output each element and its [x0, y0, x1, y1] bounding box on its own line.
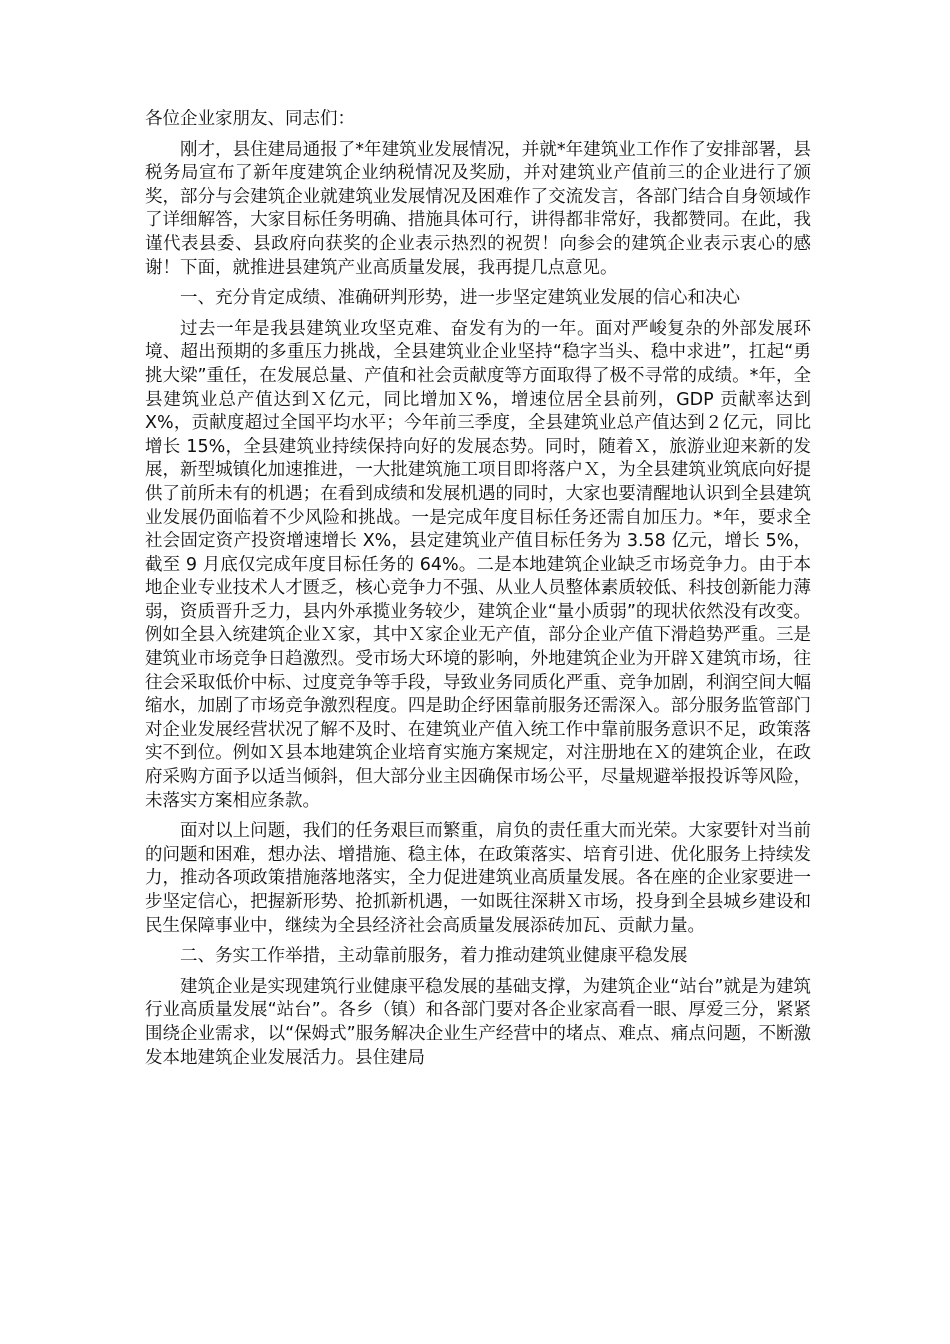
paragraph-review: 过去一年是我县建筑业攻坚克难、奋发有为的一年。面对严峻复杂的外部发展环境、超出预期的多重压力挑战，全县建筑业企业坚持“稳字当头、稳中求进”，扛起“勇挑大梁”重任，在发展总量、产值和社会贡献度等方面取得了极不寻常的成绩。*年，全县建筑业总产值达到Ｘ亿元，同比增加Ｘ%，增速位居全县前列，GDP 贡献率达到 X%，贡献度超过全国平均水平；今年前三季度，全县建筑业总产值达到２亿元，同比增长 15%，全县建筑业持续保持向好的发展态势。同时，随着Ｘ，旅游业迎来新的发展，新型城镇化加速推进，一大批建筑施工项目即将落户Ｘ，为全县建筑业筑底向好提供了前所未有的机遇；在看到成绩和发展机遇的同时，大家也要清醒地认识到全县建筑业发展仍面临着不少风险和挑战。一是完成年度目标任务还需自加压力。*年，要求全社会固定资产投资增速增长 X%，县定建筑业产值目标任务为 3.58 亿元，增长 5%，截至 9 月底仅完成年度目标任务的 64%。二是本地建筑企业缺乏市场竞争力。由于本地企业专业技术人才匮乏，核心竞争力不强、从业人员整体素质较低、科技创新能力薄弱，资质晋升乏力，县内外承揽业务较少，建筑企业“量小质弱”的现状依然没有改变。例如全县入统建筑企业Ｘ家，其中Ｘ家企业无产值，部分企业产值下滑趋势严重。三是建筑业市场竞争日趋激烈。受市场大环境的影响，外地建筑企业为开辟Ｘ建筑市场，往往会采取低价中标、过度竞争等手段，导致业务同质化严重、竞争加剧，利润空间大幅缩水，加剧了市场竞争激烈程度。四是助企纾困靠前服务还需深入。部分服务监管部门对企业发展经营状况了解不及时、在建筑业产值入统工作中靠前服务意识不足，政策落实不到位。例如Ｘ县本地建筑企业培育实施方案规定，对注册地在Ｘ的建筑企业，在政府采购方面予以适当倾斜，但大部分业主因确保市场公平，尽量规避举报投诉等风险，未落实方案相应条款。	[145, 318, 811, 811]
paragraph-opening: 刚才，县住建局通报了*年建筑业发展情况，并就*年建筑业工作作了安排部署，县税务局宣布了新年度建筑企业纳税情况及奖励，并对建筑业产值前三的企业进行了颁奖，部分与会建筑企业就建筑业发展情况及困难作了交流发言，各部门结合自身领域作了详细解答，大家目标任务明确、措施具体可行，讲得都非常好，我都赞同。在此，我谨代表县委、县政府向获奖的企业表示热烈的祝贺！向参会的建筑企业表示衷心的感谢！下面，就推进县建筑产业高质量发展，我再提几点意见。	[145, 139, 811, 278]
paragraph-service: 建筑企业是实现建筑行业健康平稳发展的基础支撑，为建筑企业“站台”就是为建筑行业高质量发展“站台”。各乡（镇）和各部门要对各企业家高看一眼、厚爱三分，紧紧围绕企业需求，以“保姆式”服务解决企业生产经营中的堵点、难点、痛点问题，不断激发本地建筑企业发展活力。县住建局	[145, 976, 811, 1068]
section-heading-1: 一、充分肯定成绩、准确研判形势，进一步坚定建筑业发展的信心和决心	[180, 288, 740, 309]
section-heading-2: 二、务实工作举措，主动靠前服务，着力推动建筑业健康平稳发展	[180, 946, 688, 967]
document-body	[145, 108, 811, 1077]
paragraph-tasks: 面对以上问题，我们的任务艰巨而繁重，肩负的责任重大而光荣。大家要针对当前的问题和困难，想办法、增措施、稳主体，在政策落实、培育引进、优化服务上持续发力，推动各项政策措施落地落实，全力促进建筑业高质量发展。各在座的企业家要进一步坚定信心，把握新形势、抢抓新机遇，一如既往深耕Ｘ市场，投身到全县城乡建设和民生保障事业中，继续为全县经济社会高质量发展添砖加瓦、贡献力量。	[145, 821, 811, 936]
salutation: 各位企业家朋友、同志们：	[145, 109, 355, 129]
